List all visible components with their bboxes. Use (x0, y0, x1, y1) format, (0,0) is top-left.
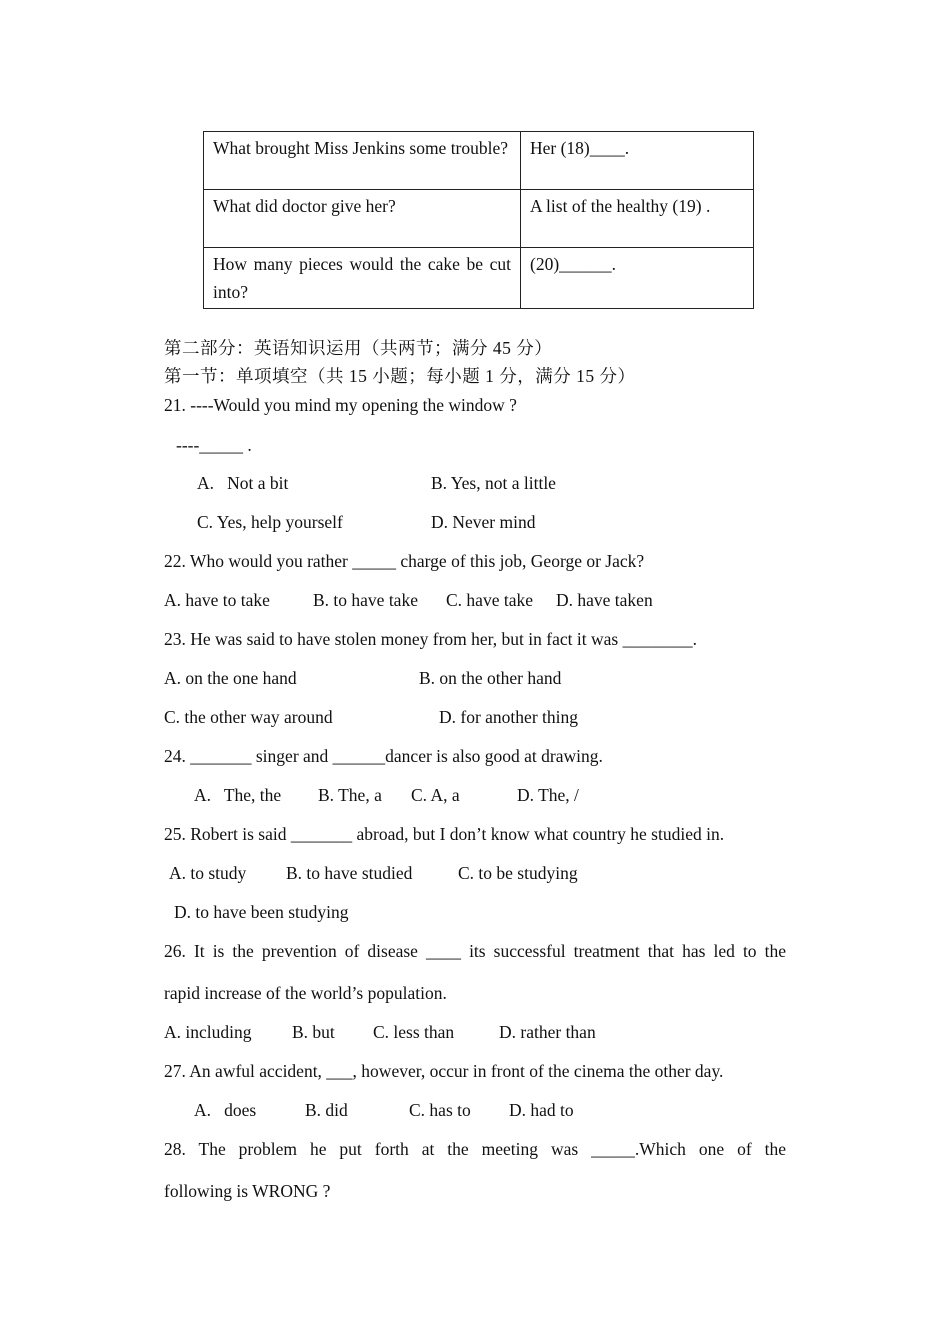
table-row (204, 248, 754, 309)
q22-option-d: D. have taken (556, 590, 653, 610)
q21-option-a: A. Not a bit (197, 473, 289, 493)
q21-reply: ----_____ . (176, 435, 252, 455)
table-answer: A list of the healthy (19) . (521, 190, 754, 248)
q23-option-a: A. on the one hand (164, 668, 297, 688)
q26-option-c: C. less than (373, 1022, 455, 1042)
q23-option-c: C. the other way around (164, 707, 333, 727)
q26-option-b: B. but (292, 1022, 335, 1042)
q25-option-c: C. to be studying (458, 863, 578, 883)
q27-option-a: A. does (194, 1100, 257, 1120)
q21-option-c: C. Yes, help yourself (197, 512, 343, 532)
q24-option-c: C. A, a (411, 785, 460, 805)
table-answer: (20)______. (521, 248, 754, 309)
qa-table (203, 131, 754, 309)
q21-option-b: B. Yes, not a little (431, 473, 556, 493)
table-question: What brought Miss Jenkins some trouble? (204, 132, 521, 190)
q23-stem: 23. He was said to have stolen money from her, but in fact it was ________. (164, 629, 697, 649)
q24-stem: 24. _______ singer and ______dancer is also good at drawing. (164, 746, 603, 766)
section-heading: 第一节：单项填空（共 15 小题；每小题 1 分，满分 15 分） (164, 366, 636, 386)
q22-option-c: C. have take (446, 590, 533, 610)
q24-option-b: B. The, a (318, 785, 382, 805)
table-row (204, 132, 754, 190)
table-row (204, 190, 754, 248)
q24-option-a: A. The, the (194, 785, 282, 805)
q23-option-b: B. on the other hand (419, 668, 562, 688)
q27-option-c: C. has to (409, 1100, 471, 1120)
q21-option-d: D. Never mind (431, 512, 536, 532)
q25-option-a: A. to study (169, 863, 247, 883)
q26-stem-line1: 26. It is the prevention of disease ____ its successful treatment that has led to the (164, 941, 786, 961)
q25-stem: 25. Robert is said _______ abroad, but I don’t know what country he studied in. (164, 824, 725, 844)
q22-option-b: B. to have take (313, 590, 418, 610)
q21-stem: 21. ----Would you mind my opening the window ? (164, 395, 517, 415)
q23-option-d: D. for another thing (439, 707, 578, 727)
table-answer: Her (18)____. (521, 132, 754, 190)
q26-option-a: A. including (164, 1022, 252, 1042)
q28-stem-line2: following is WRONG ? (164, 1181, 331, 1201)
table-question: How many pieces would the cake be cut into? (204, 248, 521, 309)
q24-option-d: D. The, / (517, 785, 579, 805)
q28-stem-line1: 28. The problem he put forth at the meeting was _____.Which one of the (164, 1139, 786, 1159)
q26-option-d: D. rather than (499, 1022, 596, 1042)
q27-option-b: B. did (305, 1100, 348, 1120)
q22-option-a: A. have to take (164, 590, 270, 610)
q25-option-b: B. to have studied (286, 863, 413, 883)
q27-option-d: D. had to (509, 1100, 574, 1120)
q22-stem: 22. Who would you rather _____ charge of this job, George or Jack? (164, 551, 645, 571)
q26-stem-line2: rapid increase of the world’s population. (164, 983, 447, 1003)
q25-option-d: D. to have been studying (174, 902, 349, 922)
table-question: What did doctor give her? (204, 190, 521, 248)
part-heading: 第二部分：英语知识运用（共两节；满分 45 分） (164, 338, 553, 358)
q27-stem: 27. An awful accident, ___, however, occur in front of the cinema the other day. (164, 1061, 724, 1081)
